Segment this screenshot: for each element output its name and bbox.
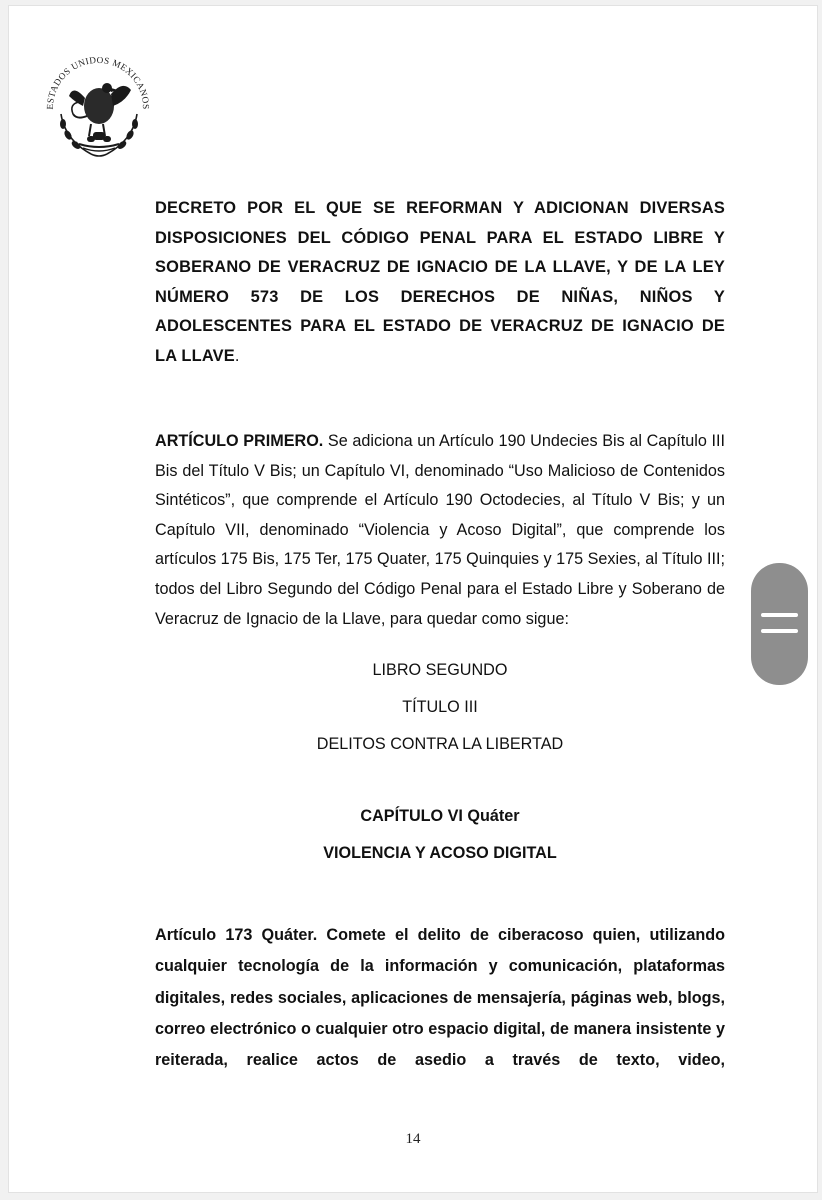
article-primero-paragraph	[155, 427, 725, 634]
decree-title-text: DECRETO POR EL QUE SE REFORMAN Y ADICIONAN DIVERSAS DISPOSICIONES DEL CÓDIGO PENAL PARA EL ESTADO LIBRE Y SOBERANO DE VERACRUZ DE IGNACIO DE LA LLAVE, Y DE LA LEY NÚMERO 573 DE LOS DERECHOS DE NIÑAS, NIÑOS Y ADOLESCENTES PARA EL ESTADO DE VERACRUZ DE IGNACIO DE LA LLAVE	[155, 199, 725, 365]
article-primero-body: Se adiciona un Artículo 190 Undecies Bis al Capítulo III Bis del Título V Bis; un Capítulo VI, denominado “Uso Malicioso de Contenidos Sintéticos”, que comprende el Artículo 190 Octodecies, al Título V Bis; y un Capítulo VII, denominado “Violencia y Acoso Digital”, que comprende los artículos 175 Bis, 175 Ter, 175 Quater, 175 Quinquies y 175 Sexies, al Título III; todos del Libro Segundo del Código Penal para el Estado Libre y Soberano de Veracruz de Ignacio de la Llave, para quedar como sigue:	[155, 432, 725, 628]
heading-capitulo: CAPÍTULO VI Quáter	[360, 807, 520, 825]
svg-text:ESTADOS UNIDOS MEXICANOS: ESTADOS UNIDOS MEXICANOS	[44, 54, 152, 110]
article-173-paragraph: Artículo 173 Quáter. Comete el delito de ciberacoso quien, utilizando cualquier tecnología de la información y comunicación, plataformas digitales, redes sociales, aplicaciones de mensajería, páginas web, blogs, correo electrónico o cualquier otro espacio digital, de manera insistente y reiterada, realice actos de asedio a través de texto, video,	[155, 926, 725, 1070]
heading-titulo: TÍTULO III	[402, 698, 478, 716]
heading-delitos: DELITOS CONTRA LA LIBERTAD	[316, 735, 564, 753]
decree-title-end: .	[234, 346, 240, 365]
decree-title	[155, 194, 725, 371]
mexican-coat-of-arms-seal	[43, 44, 153, 164]
heading-capitulo-name: VIOLENCIA Y ACOSO DIGITAL	[323, 844, 557, 862]
article-primero-lead: ARTÍCULO PRIMERO.	[155, 432, 324, 450]
grip-line-icon	[761, 629, 798, 633]
grip-line-icon	[761, 613, 798, 617]
scroll-handle[interactable]	[751, 563, 808, 685]
page-number: 14	[405, 1131, 421, 1147]
document-page	[9, 6, 817, 1192]
heading-libro: LIBRO SEGUNDO	[372, 661, 508, 679]
